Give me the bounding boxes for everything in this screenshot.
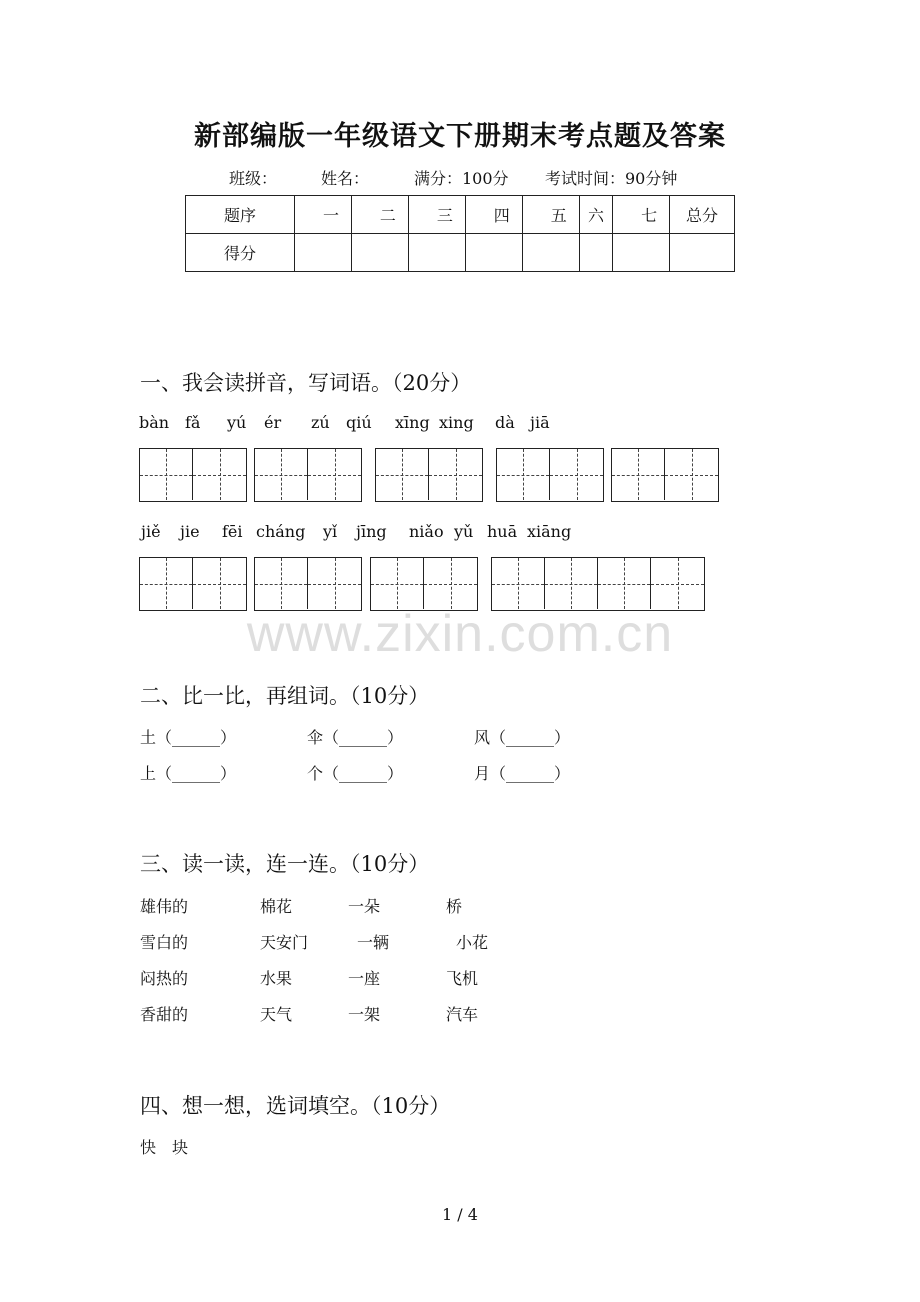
writing-cell (140, 558, 193, 609)
pinyin: jīng (356, 522, 387, 541)
pinyin: ér (264, 413, 282, 432)
match-word: 棉花 (260, 897, 293, 916)
match-word: 一座 (348, 969, 381, 988)
score-header-cell: 五 (522, 196, 579, 234)
score-table-score-row (186, 234, 735, 272)
pinyin: huā (487, 522, 518, 541)
score-table (185, 195, 735, 272)
match-word: 一架 (348, 1005, 381, 1024)
watermark: www.zixin.com.cn (246, 605, 674, 663)
full-score-label: 满分：100分 (414, 169, 509, 188)
name-label: 姓名： (321, 169, 370, 188)
pinyin: dà (495, 413, 515, 432)
writing-cell (424, 558, 477, 609)
pinyin: zú (311, 413, 330, 432)
word-blank: 月（______） (474, 764, 571, 783)
pinyin: xing (439, 413, 474, 432)
match-word: 闷热的 (140, 969, 189, 988)
writing-grid (496, 448, 604, 502)
writing-grid (139, 557, 247, 611)
match-word: 香甜的 (140, 1005, 189, 1024)
pinyin: xīng (395, 413, 430, 432)
writing-cell (308, 449, 361, 500)
match-word: 水果 (260, 969, 293, 988)
pinyin: yǔ (454, 522, 474, 541)
word-blank: 土（______） (140, 728, 237, 747)
score-cell (579, 234, 612, 272)
writing-cell (308, 558, 361, 609)
pinyin: niǎo (409, 522, 444, 541)
writing-cell (376, 449, 429, 500)
writing-grid (254, 448, 362, 502)
word-choices: 快 块 (140, 1138, 189, 1157)
match-word: 汽车 (446, 1005, 479, 1024)
pinyin: jiā (530, 413, 550, 432)
score-cell (613, 234, 670, 272)
writing-cell (612, 449, 665, 500)
page-title: 新部编版一年级语文下册期末考点题及答案 (194, 121, 726, 152)
score-header-cell: 二 (351, 196, 408, 234)
match-word: 天安门 (260, 933, 309, 952)
word-blank: 个（______） (307, 764, 404, 783)
writing-cell (371, 558, 424, 609)
writing-cell (140, 449, 193, 500)
writing-cell (193, 449, 246, 500)
match-word: 一辆 (357, 933, 390, 952)
pinyin: yú (227, 413, 247, 432)
score-cell (295, 234, 352, 272)
score-table-header-row (186, 196, 735, 234)
writing-cell (492, 558, 545, 609)
writing-cell (255, 449, 308, 500)
writing-cell (429, 449, 482, 500)
section3-heading: 三、读一读，连一连。（10分） (140, 852, 430, 876)
section4-heading: 四、想一想，选词填空。（10分） (140, 1094, 451, 1118)
writing-cell (550, 449, 603, 500)
writing-cell (193, 558, 246, 609)
score-cell (351, 234, 408, 272)
word-blank: 上（______） (140, 764, 237, 783)
writing-grid (611, 448, 719, 502)
score-cell (522, 234, 579, 272)
score-header-cell: 总分 (670, 196, 735, 234)
pinyin: fēi (222, 522, 243, 541)
pinyin: fǎ (185, 413, 201, 432)
score-cell (465, 234, 522, 272)
section1-heading: 一、我会读拼音，写词语。（20分） (140, 371, 472, 395)
pinyin: jie (180, 522, 200, 541)
writing-grid (491, 557, 705, 611)
section2-heading: 二、比一比，再组词。（10分） (140, 684, 430, 708)
writing-cell (255, 558, 308, 609)
word-blank: 风（______） (474, 728, 571, 747)
match-word: 一朵 (348, 897, 381, 916)
word-blank: 伞（______） (307, 728, 404, 747)
writing-grid (139, 448, 247, 502)
score-cell (670, 234, 735, 272)
writing-grid (370, 557, 478, 611)
score-cell (408, 234, 465, 272)
score-header-cell: 一 (295, 196, 352, 234)
score-header-cell: 七 (613, 196, 670, 234)
writing-grid (254, 557, 362, 611)
writing-cell (598, 558, 651, 609)
match-word: 桥 (446, 897, 463, 916)
writing-cell (665, 449, 718, 500)
match-word: 雪白的 (140, 933, 189, 952)
pinyin: xiāng (527, 522, 572, 541)
writing-cell (545, 558, 598, 609)
pinyin: cháng (256, 522, 306, 541)
pinyin: jiě (141, 522, 161, 541)
exam-time-label: 考试时间：90分钟 (545, 169, 678, 188)
class-label: 班级： (229, 169, 278, 188)
page-number: 1 / 4 (442, 1205, 478, 1224)
match-word: 飞机 (446, 969, 479, 988)
writing-cell (497, 449, 550, 500)
score-header-cell: 题序 (186, 196, 295, 234)
match-word: 天气 (260, 1005, 293, 1024)
writing-cell (651, 558, 704, 609)
match-word: 雄伟的 (140, 897, 189, 916)
pinyin: yǐ (323, 522, 338, 541)
pinyin: bàn (139, 413, 170, 432)
score-header-cell: 三 (408, 196, 465, 234)
score-row-label: 得分 (186, 234, 295, 272)
pinyin: qiú (346, 413, 372, 432)
match-word: 小花 (456, 933, 489, 952)
score-header-cell: 四 (465, 196, 522, 234)
writing-grid (375, 448, 483, 502)
score-header-cell: 六 (579, 196, 612, 234)
